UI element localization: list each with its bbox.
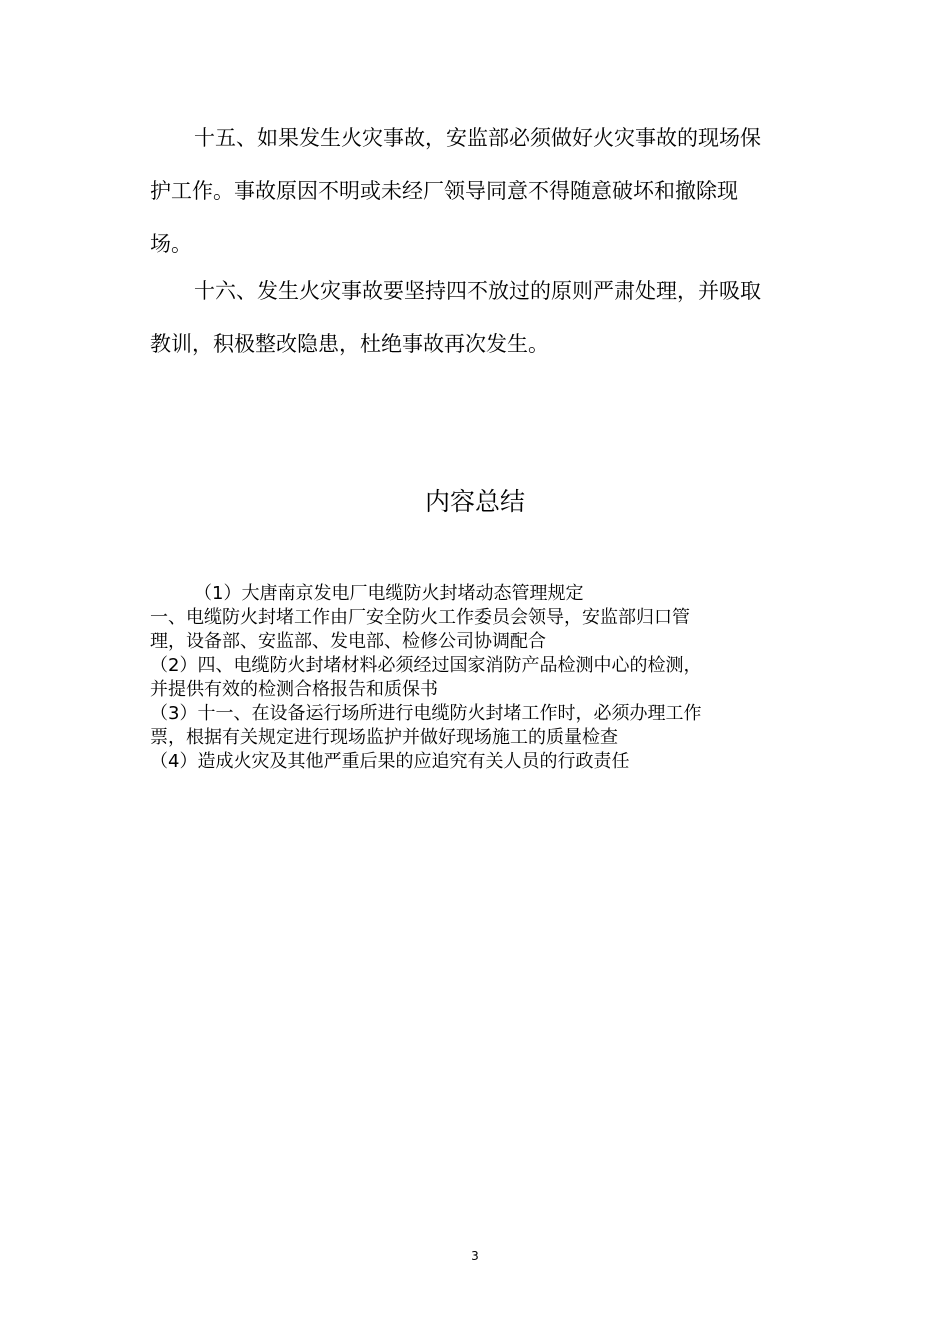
- summary-line: （4）造成火灾及其他严重后果的应追究有关人员的行政责任: [150, 751, 630, 772]
- summary-heading: 内容总结: [424, 487, 525, 516]
- summary-line: （2）四、电缆防火封堵材料必须经过国家消防产品检测中心的检测，: [150, 655, 702, 676]
- paragraph-line: 场。: [150, 232, 192, 256]
- summary-line: 理，设备部、安监部、发电部、检修公司协调配合: [150, 631, 546, 652]
- summary-line: 票，根据有关规定进行现场监护并做好现场施工的质量检查: [150, 727, 618, 748]
- paragraph-line: 护工作。事故原因不明或未经厂领导同意不得随意破坏和撤除现: [150, 179, 738, 203]
- summary-line: （1）大唐南京发电厂电缆防火封堵动态管理规定: [194, 583, 584, 604]
- paragraph-fifteen: [150, 112, 810, 271]
- paragraph-line: 教训，积极整改隐患，杜绝事故再次发生。: [150, 332, 549, 356]
- summary-line: （3）十一、在设备运行场所进行电缆防火封堵工作时，必须办理工作: [150, 703, 702, 724]
- page-number: 3: [471, 1249, 479, 1263]
- summary-block: [150, 582, 800, 774]
- paragraph-line: 十五、如果发生火灾事故，安监部必须做好火灾事故的现场保: [194, 126, 761, 150]
- summary-line: 一、电缆防火封堵工作由厂安全防火工作委员会领导，安监部归口管: [150, 607, 690, 628]
- paragraph-line: 十六、发生火灾事故要坚持四不放过的原则严肃处理，并吸取: [194, 279, 761, 303]
- paragraph-sixteen: [150, 265, 810, 371]
- summary-line: 并提供有效的检测合格报告和质保书: [150, 679, 438, 700]
